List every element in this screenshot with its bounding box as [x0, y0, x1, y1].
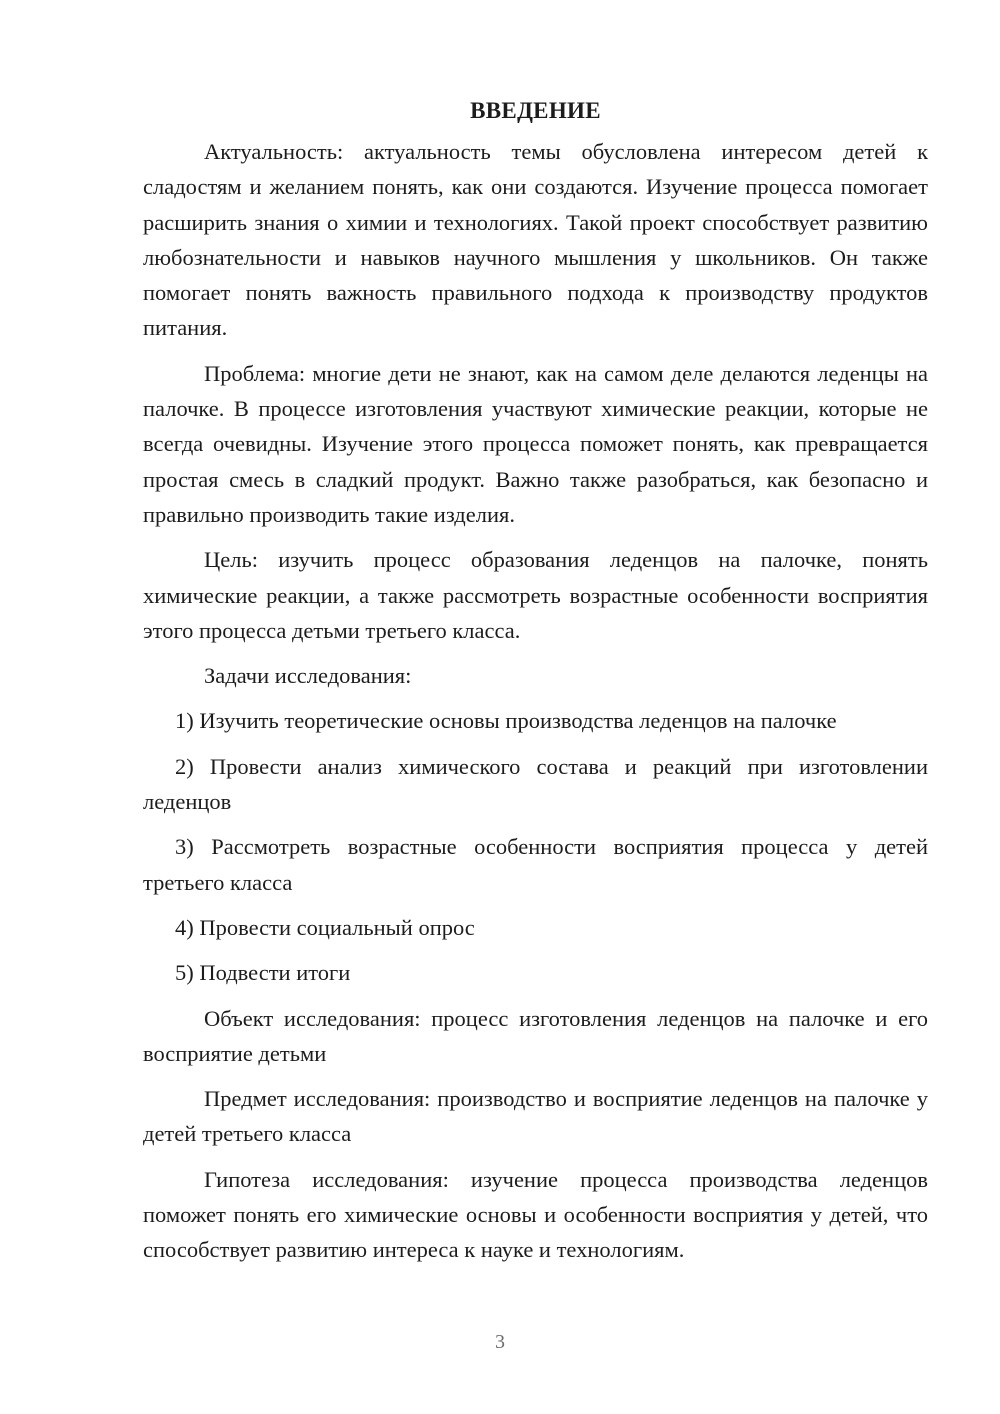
paragraph-tasks-intro: Задачи исследования: [204, 663, 412, 689]
task-item-1: 1) Изучить теоретические основы производства леденцов на палочке [175, 708, 837, 734]
task-item-5: 5) Подвести итоги [175, 960, 351, 986]
paragraph-hypothesis: Гипотеза исследования: изучение процесса производства леденцов поможет понять его химические основы и особенности восприятия у детей, что способствует развитию интереса к науке и технологиям. [143, 1166, 928, 1263]
task-item-2: 2) Провести анализ химического состава и реакций при изготовлении леденцов [143, 753, 928, 815]
paragraph-subject: Предмет исследования: производство и восприятие леденцов на палочке у детей третьего класса [143, 1086, 928, 1147]
section-heading: ВВЕДЕНИЕ [470, 98, 601, 123]
task-item-4: 4) Провести социальный опрос [175, 914, 475, 940]
paragraph-relevance: Актуальность: актуальность темы обусловлена интересом детей к сладостям и желанием понять, как они создаются. Изучение процесса помогает расширить знания о химии и технологиях. Такой проект способствует развитию любознательности и навыков научного мышления у школьников. Он также помогает понять важность правильного подхода к производству продуктов питания. [143, 139, 928, 341]
paragraph-goal: Цель: изучить процесс образования леденцов на палочке, понять химические реакции, а также рассмотреть возрастные особенности восприятия этого процесса детьми третьего класса. [143, 547, 928, 643]
page-number: 3 [495, 1331, 505, 1353]
paragraph-problem: Проблема: многие дети не знают, как на самом деле делаются леденцы на палочке. В процессе изготовления участвуют химические реакции, которые не всегда очевидны. Изучение этого процесса поможет понять, как превращается простая смесь в сладкий продукт. Важно также разобраться, как безопасно и правильно производить такие изделия. [143, 360, 928, 527]
task-item-3: 3) Рассмотреть возрастные особенности восприятия процесса у детей третьего класса [143, 834, 928, 895]
document-page [143, 90, 928, 1278]
paragraph-object: Объект исследования: процесс изготовления леденцов на палочке и его восприятие детьми [143, 1005, 928, 1066]
